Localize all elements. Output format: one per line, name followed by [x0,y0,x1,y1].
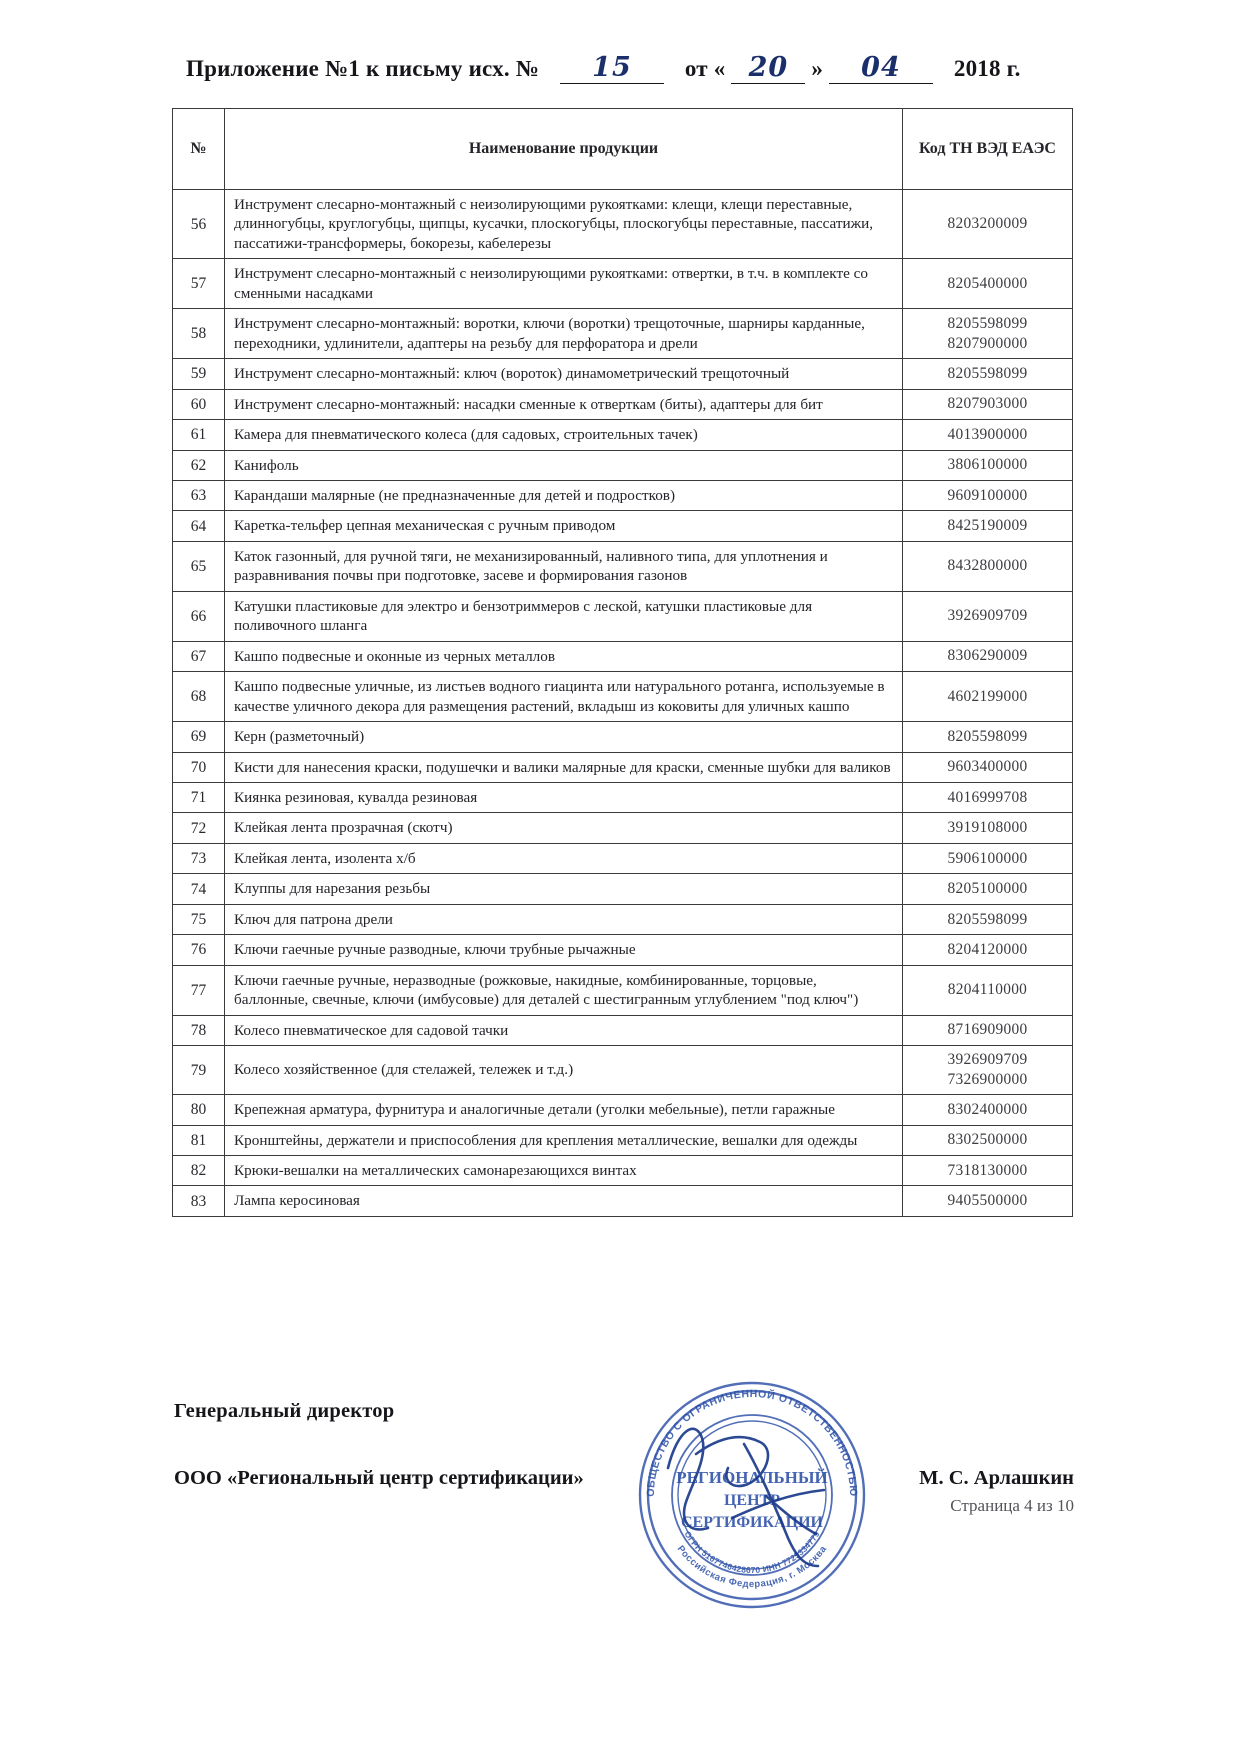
table-row [173,420,1073,450]
row-number: 69 [173,722,225,752]
stamp-outer-top-text: ОБЩЕСТВО С ОГРАНИЧЕННОЙ ОТВЕТСТВЕННОСТЬЮ [644,1387,860,1497]
row-code [903,190,1073,259]
row-code [903,1095,1073,1125]
row-code [903,1015,1073,1045]
row-product-name: Ключ для патрона дрели [225,904,903,934]
row-product-name: Инструмент слесарно-монтажный: ключ (вороток) динамометрический трещоточный [225,359,903,389]
header-month-value: 04 [861,52,901,83]
table-row [173,1095,1073,1125]
row-number: 61 [173,420,225,450]
code-value: 8205598099 [947,910,1028,928]
row-code [903,935,1073,965]
header-number-value: 15 [592,52,632,83]
row-number: 83 [173,1186,225,1216]
signatory-position: Генеральный директор [174,1400,395,1422]
row-code [903,450,1073,480]
table-row [173,480,1073,510]
row-code [903,813,1073,843]
row-code [903,752,1073,782]
row-code [903,904,1073,934]
svg-text:Российская Федерация, г. Москв [675,1544,830,1590]
row-number: 64 [173,511,225,541]
code-value: 8207900000 [947,334,1028,352]
code-value: 8205598099 [947,364,1028,382]
code-value: 4602199000 [947,687,1028,705]
row-code [903,843,1073,873]
row-code [903,782,1073,812]
code-value: 8205400000 [947,274,1028,292]
code-value: 9609100000 [947,486,1028,504]
stamp-inner-mid-text: ЦЕНТР [723,1492,781,1509]
table-header-row [173,109,1073,190]
table-body [173,190,1073,1217]
row-code [903,1186,1073,1216]
column-header-num: № [173,109,225,190]
stamp-inner-bottom-text: СЕРТИФИКАЦИИ [681,1514,823,1531]
code-value: 9405500000 [947,1192,1028,1210]
table-row [173,904,1073,934]
row-product-name: Карандаши малярные (не предназначенные для детей и подростков) [225,480,903,510]
row-number: 78 [173,1015,225,1045]
row-number: 74 [173,874,225,904]
code-value: 8302400000 [947,1100,1028,1118]
row-product-name: Кисти для нанесения краски, подушечки и валики малярные для краски, сменные шубки для валиков [225,752,903,782]
header-prefix: Приложение №1 к письму исх. № [186,56,540,81]
code-value: 8204110000 [947,981,1028,999]
code-value: 3806100000 [947,456,1028,474]
code-value: 8425190009 [947,517,1028,535]
row-number: 71 [173,782,225,812]
row-number: 67 [173,641,225,671]
row-product-name: Колесо пневматическое для садовой тачки [225,1015,903,1045]
row-product-name: Инструмент слесарно-монтажный с неизолирующими рукоятками: отвертки, в т.ч. в комплекте со сменными насадками [225,259,903,309]
column-header-code: Код ТН ВЭД ЕАЭС [903,109,1073,190]
row-product-name: Камера для пневматического колеса (для садовых, строительных тачек) [225,420,903,450]
row-number: 79 [173,1046,225,1095]
table-row [173,935,1073,965]
row-product-name: Лампа керосиновая [225,1186,903,1216]
row-product-name: Инструмент слесарно-монтажный: воротки, ключи (воротки) трещоточные, шарниры карданные, переходники, удлинители, адаптеры на резьбу для перфоратора и дрели [225,309,903,359]
row-number: 62 [173,450,225,480]
row-product-name: Колесо хозяйственное (для стелажей, тележек и т.д.) [225,1046,903,1095]
code-value: 4016999708 [947,788,1028,806]
signature-row [174,1467,1074,1501]
header-quote-close: » [811,56,824,81]
row-product-name: Клейкая лента, изолента х/б [225,843,903,873]
row-number: 68 [173,672,225,722]
code-value: 8306290009 [947,647,1028,665]
row-product-name: Клуппы для нарезания резьбы [225,874,903,904]
page-number: Страница 4 из 10 [950,1496,1074,1515]
row-product-name: Катушки пластиковые для электро и бензотриммеров с леской, катушки пластиковые для поливочного шланга [225,591,903,641]
code-value: 8204120000 [947,940,1028,958]
table-row [173,259,1073,309]
row-number: 76 [173,935,225,965]
row-number: 75 [173,904,225,934]
table-row [173,591,1073,641]
header-day-value: 20 [748,52,789,83]
row-product-name: Кронштейны, держатели и приспособления для крепления металлические, вешалки для одежды [225,1125,903,1155]
row-number: 70 [173,752,225,782]
code-value: 8716909000 [947,1021,1028,1039]
row-product-name: Керн (разметочный) [225,722,903,752]
table-row [173,511,1073,541]
svg-text:ОГРН 5167746428670 ИНН 7725334 [682,1529,821,1575]
row-number: 77 [173,965,225,1015]
row-code [903,259,1073,309]
code-value: 7318130000 [947,1161,1028,1179]
row-product-name: Каток газонный, для ручной тяги, не механизированный, наливного типа, для уплотнения и разравнивания почвы при подготовке, засеве и формирования газонов [225,541,903,591]
table-row [173,752,1073,782]
table-row [173,309,1073,359]
row-code [903,1046,1073,1095]
table-row [173,541,1073,591]
header-day-field [731,52,805,84]
table-row [173,965,1073,1015]
row-product-name: Клейкая лента прозрачная (скотч) [225,813,903,843]
row-number: 59 [173,359,225,389]
table-row [173,813,1073,843]
table-row [173,722,1073,752]
stamp-outer-bottom-text: Российская Федерация, г. Москва [674,1543,830,1591]
row-product-name: Каретка-тельфер цепная механическая с ручным приводом [225,511,903,541]
signature-block [174,1400,1074,1515]
code-value: 8432800000 [947,557,1028,575]
row-code [903,874,1073,904]
row-product-name: Инструмент слесарно-монтажный: насадки сменные к отверткам (биты), адаптеры для бит [225,389,903,419]
row-code [903,1155,1073,1185]
row-product-name: Киянка резиновая, кувалда резиновая [225,782,903,812]
code-value: 4013900000 [947,425,1028,443]
row-product-name: Ключи гаечные ручные, неразводные (рожковые, накидные, комбинированные, торцовые, баллонные, свечные, ключи (имбусовые) для деталей с шестигранным углублением "под ключ") [225,965,903,1015]
table-row [173,450,1073,480]
row-code [903,420,1073,450]
code-value: 3919108000 [947,819,1028,837]
row-code [903,1125,1073,1155]
row-number: 65 [173,541,225,591]
header-year: 2018 г. [953,56,1021,81]
row-code [903,672,1073,722]
product-table-container [172,108,1072,1217]
table-row [173,874,1073,904]
row-number: 72 [173,813,225,843]
row-number: 56 [173,190,225,259]
organization-name: ООО «Региональный центр сертификации» [174,1467,584,1489]
stamp-ogrn-text: ОГРН 5167746428670 ИНН 7725334779 [682,1529,822,1576]
row-product-name: Инструмент слесарно-монтажный с неизолирующими рукоятками: клещи, клещи переставные, длинногубцы, круглогубцы, щипцы, кусачки, плоскогубцы, плоскогубцы переставные, пассатижи, пассатижи-трансформеры, бокорезы, кабелерезы [225,190,903,259]
row-number: 82 [173,1155,225,1185]
row-product-name: Крепежная арматура, фурнитура и аналогичные детали (уголки мебельные), петли гаражные [225,1095,903,1125]
row-number: 60 [173,389,225,419]
row-product-name: Ключи гаечные ручные разводные, ключи трубные рычажные [225,935,903,965]
signatory-name: М. С. Арлашкин [919,1467,1074,1489]
column-header-name: Наименование продукции [225,109,903,190]
row-product-name: Крюки-вешалки на металлических самонарезающихся винтах [225,1155,903,1185]
table-row [173,1046,1073,1095]
stamp-inner-top-text: РЕГИОНАЛЬНЫЙ [676,1468,828,1487]
header-number-field [560,52,664,84]
code-value: 3926909709 [947,1051,1028,1069]
row-number: 63 [173,480,225,510]
code-value: 8205598099 [947,314,1028,332]
code-value: 9603400000 [947,758,1028,776]
row-code [903,541,1073,591]
code-value: 8302500000 [947,1131,1028,1149]
row-number: 58 [173,309,225,359]
table-row [173,1015,1073,1045]
code-value: 7326900000 [947,1071,1028,1089]
row-product-name: Кашпо подвесные уличные, из листьев водного гиацинта или натурального ротанга, используемые в качестве уличного декора для размещения растений, вкладыш из коковиты для уличных кашпо [225,672,903,722]
table-row [173,1155,1073,1185]
document-header [186,52,1146,84]
table-row [173,1186,1073,1216]
row-code [903,722,1073,752]
row-code [903,591,1073,641]
row-product-name: Кашпо подвесные и оконные из черных металлов [225,641,903,671]
row-number: 66 [173,591,225,641]
code-value: 8205100000 [947,880,1028,898]
row-code [903,389,1073,419]
table-row [173,672,1073,722]
table-row [173,1125,1073,1155]
code-value: 5906100000 [947,849,1028,867]
row-code [903,480,1073,510]
row-number: 57 [173,259,225,309]
row-product-name: Канифоль [225,450,903,480]
table-row [173,190,1073,259]
row-code [903,309,1073,359]
table-row [173,782,1073,812]
table-row [173,641,1073,671]
code-value: 8207903000 [947,395,1028,413]
table-row [173,843,1073,873]
row-number: 73 [173,843,225,873]
code-value: 3926909709 [947,607,1028,625]
row-number: 81 [173,1125,225,1155]
row-code [903,965,1073,1015]
row-code [903,359,1073,389]
row-code [903,641,1073,671]
table-row [173,389,1073,419]
header-ot-label: от « [684,56,726,81]
product-table [172,108,1073,1217]
row-code [903,511,1073,541]
table-row [173,359,1073,389]
header-month-field [829,52,933,84]
row-number: 80 [173,1095,225,1125]
code-value: 8203200009 [947,215,1028,233]
code-value: 8205598099 [947,727,1028,745]
